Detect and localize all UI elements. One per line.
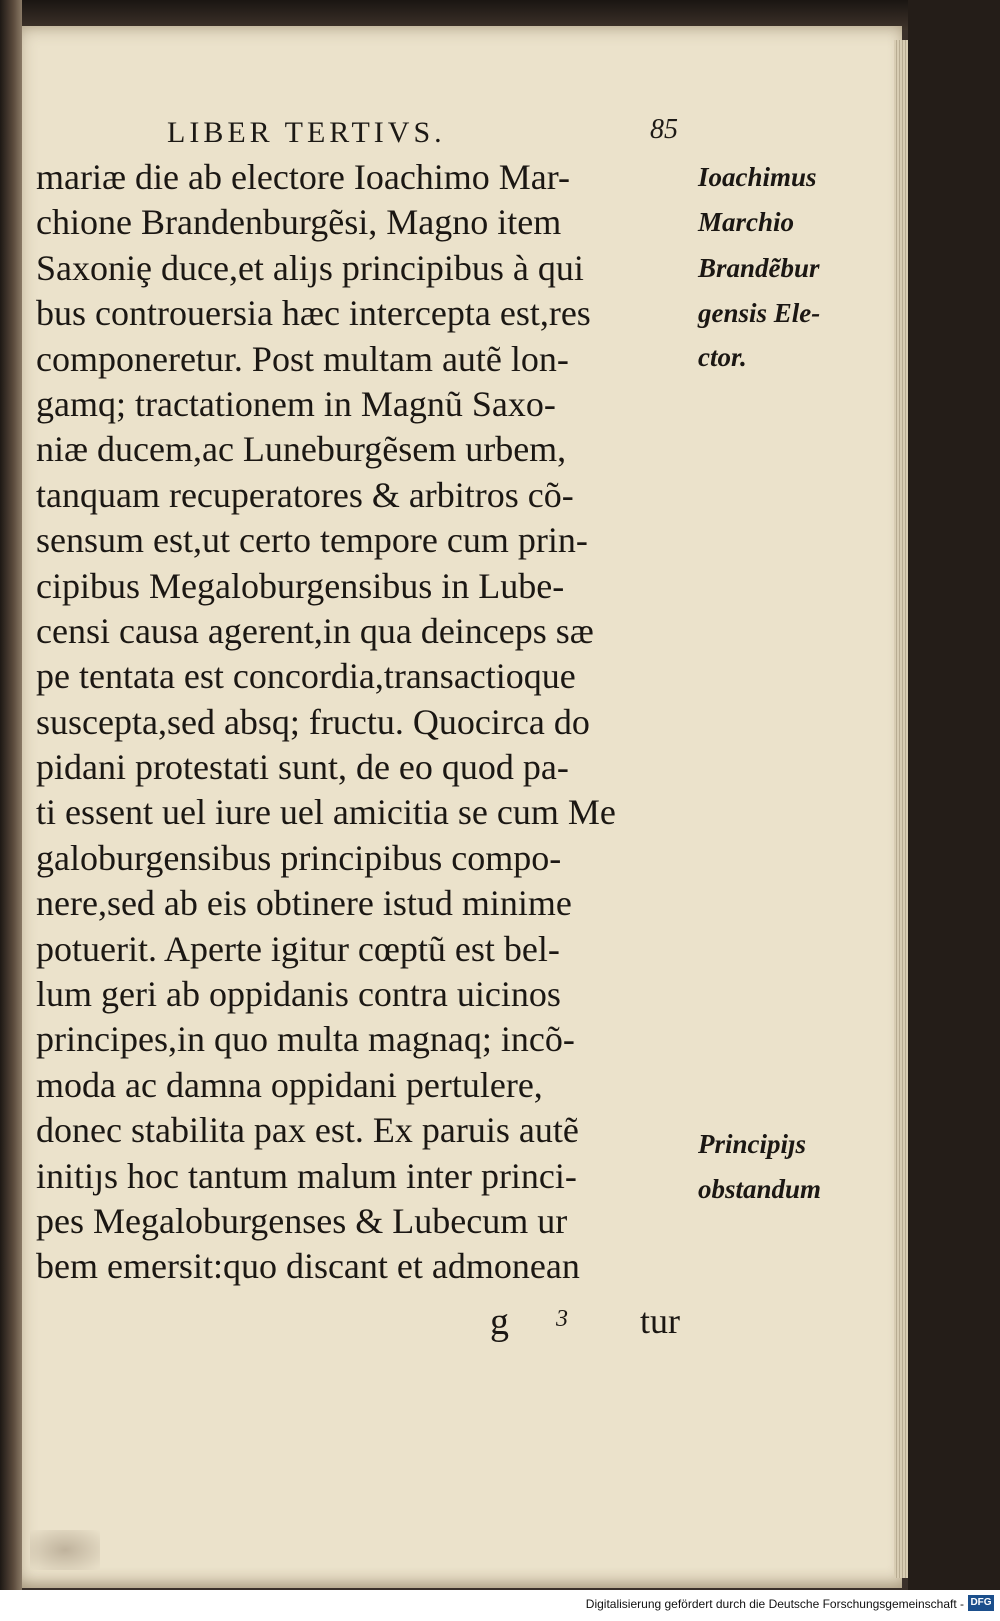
margin-note-line: Ioachimus: [698, 162, 817, 192]
text-line: cipibus Megaloburgensibus in Lube-: [36, 565, 565, 606]
text-line: suscepta,sed absq; fructu. Quocirca do: [36, 701, 590, 742]
text-line: gamq; tractationem in Magnũ Saxo-: [36, 383, 556, 424]
text-line: ti essent uel iure uel amicitia se cum Me: [36, 792, 616, 833]
dfg-logo[interactable]: DFG: [968, 1595, 994, 1611]
margin-note-line: ctor.: [698, 341, 747, 372]
text-line: initiȷs hoc tantum malum inter princi-: [36, 1155, 577, 1196]
text-line: mariæ die ab electore Ioachimo Mar-: [36, 157, 571, 197]
text-line: nere,sed ab eis obtinere istud minime: [36, 883, 572, 924]
text-line: bem emersit:quo discant et admonean: [36, 1246, 580, 1287]
text-line: censi causa agerent,in qua deinceps sæ: [36, 610, 594, 651]
running-head: LIBER TERTIVS.: [167, 116, 446, 149]
margin-note-line: gensis Ele-: [698, 298, 821, 329]
book-spine-edge: [0, 0, 22, 1621]
text-line: donec stabilita pax est. Ex paruis autẽ: [36, 1110, 579, 1151]
text-line: chione Brandenburgẽsi, Magno item: [36, 202, 562, 243]
margin-note-line: Brandẽbur: [698, 252, 820, 283]
catch-line: [0, 1300, 900, 1350]
text-line: tanquam recuperatores & arbitros cõ-: [36, 474, 574, 515]
margin-notes: [698, 155, 848, 1213]
footer-credit: Digitalisierung gefördert durch die Deutsche Forschungsgemeinschaft -: [585, 1597, 964, 1611]
text-line: principes,in quo multa magnaq; incõ-: [36, 1019, 575, 1060]
margin-note-line: obstandum: [698, 1174, 822, 1205]
text-line: componeretur. Post multam autẽ lon-: [36, 338, 569, 379]
text-line: pes Megaloburgenses & Lubecum ur: [36, 1200, 568, 1241]
margin-note-line: Principiȷs: [698, 1128, 807, 1159]
text-line: galoburgensibus principibus compo-: [36, 837, 562, 878]
text-line: potuerit. Aperte igitur cœptũ est bel-: [36, 928, 560, 969]
signature-number: 3: [556, 1306, 568, 1332]
signature-mark: g: [490, 1301, 509, 1343]
margin-spacer: [698, 382, 848, 1122]
margin-note-line: Marchio: [698, 207, 795, 238]
text-line: niæ ducem,ac Luneburgẽsem urbem,: [36, 429, 567, 470]
text-line: sensum est,ut certo tempore cum prin-: [36, 520, 588, 561]
body-text: [36, 155, 696, 1290]
text-line: moda ac damna oppidani pertulere,: [36, 1064, 543, 1105]
text-line: bus controuersia hæc intercepta est,res: [36, 293, 591, 334]
catchword: tur: [640, 1301, 680, 1341]
text-line: Saxoniȩ duce,et aliȷs principibus à qui: [36, 247, 584, 288]
text-line: lum geri ab oppidanis contra uicinos: [36, 974, 561, 1015]
text-line: pidani protestati sunt, de eo quod pa-: [36, 747, 569, 788]
text-line: pe tentata est concordia,transactioque: [36, 656, 576, 697]
scan-background: [908, 0, 1000, 1621]
paper-stain: [30, 1530, 100, 1570]
page-number: 85: [650, 114, 678, 145]
